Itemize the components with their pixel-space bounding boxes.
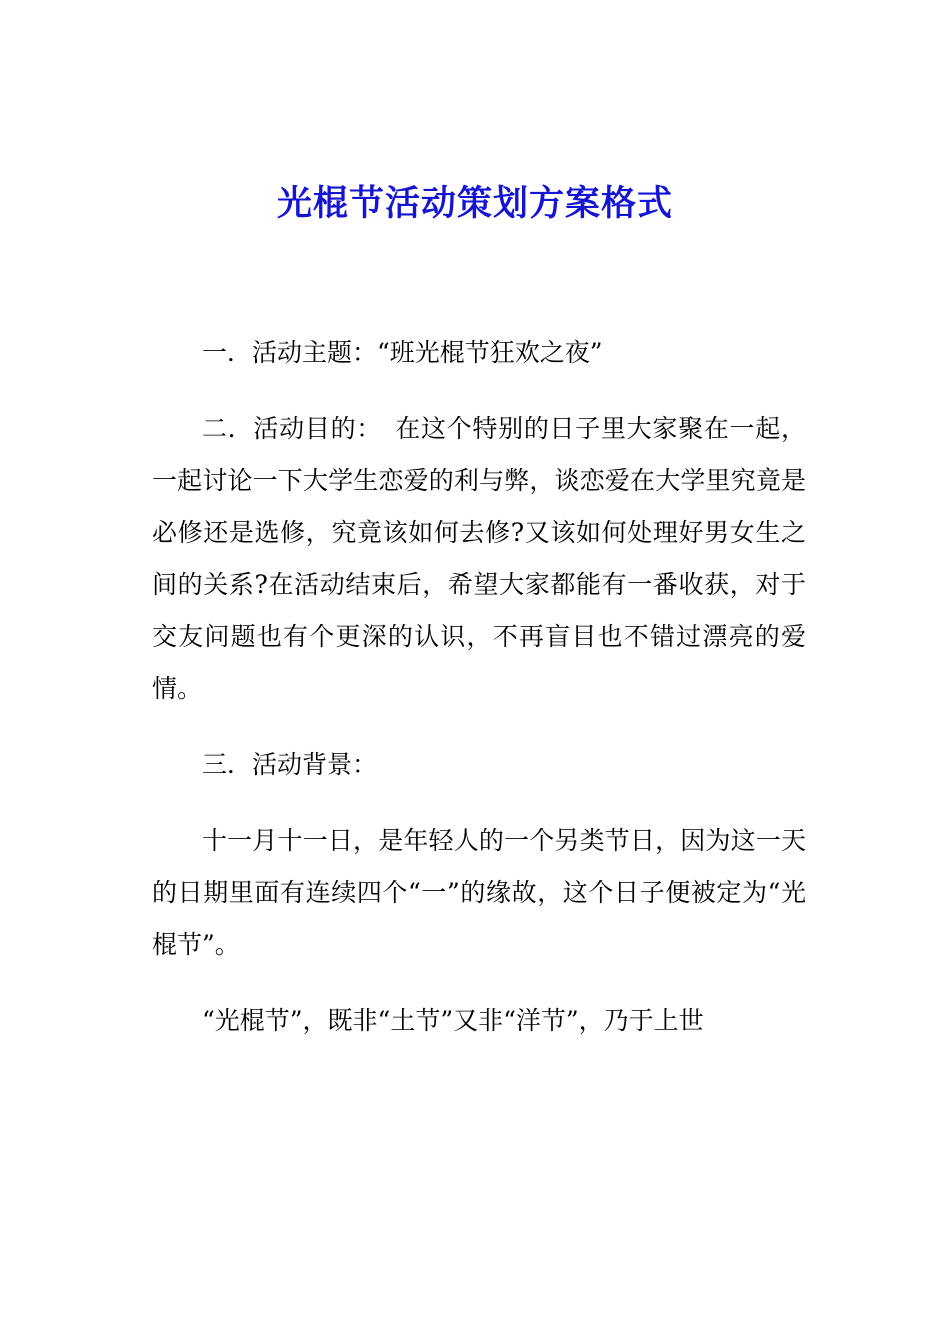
- document-body: [152, 327, 806, 1071]
- document-title: 光棍节活动策划方案格式: [276, 183, 673, 224]
- paragraph-purpose: 二．活动目的： 在这个特别的日子里大家聚在一起，一起讨论一下大学生恋爱的利与弊，谈恋爱在大学里究竟是必修还是选修，究竟该如何去修?又该如何处理好男女生之间的关系?在活动结束后，希望大家都能有一番收获，对于交友问题也有个更深的认识，不再盲目也不错过漂亮的爱情。: [152, 414, 806, 703]
- paragraph-background-date: 十一月十一日，是年轻人的一个另类节日，因为这一天的日期里面有连续四个“一”的缘故，这个日子便被定为“光棍节”。: [152, 826, 806, 959]
- paragraph-theme: 一．活动主题：“班光棍节狂欢之夜”: [202, 338, 603, 367]
- paragraph-background-heading: 三．活动背景：: [202, 750, 378, 779]
- paragraph-background-origin: “光棍节”，既非“土节”又非“洋节”，乃于上世: [202, 1006, 704, 1035]
